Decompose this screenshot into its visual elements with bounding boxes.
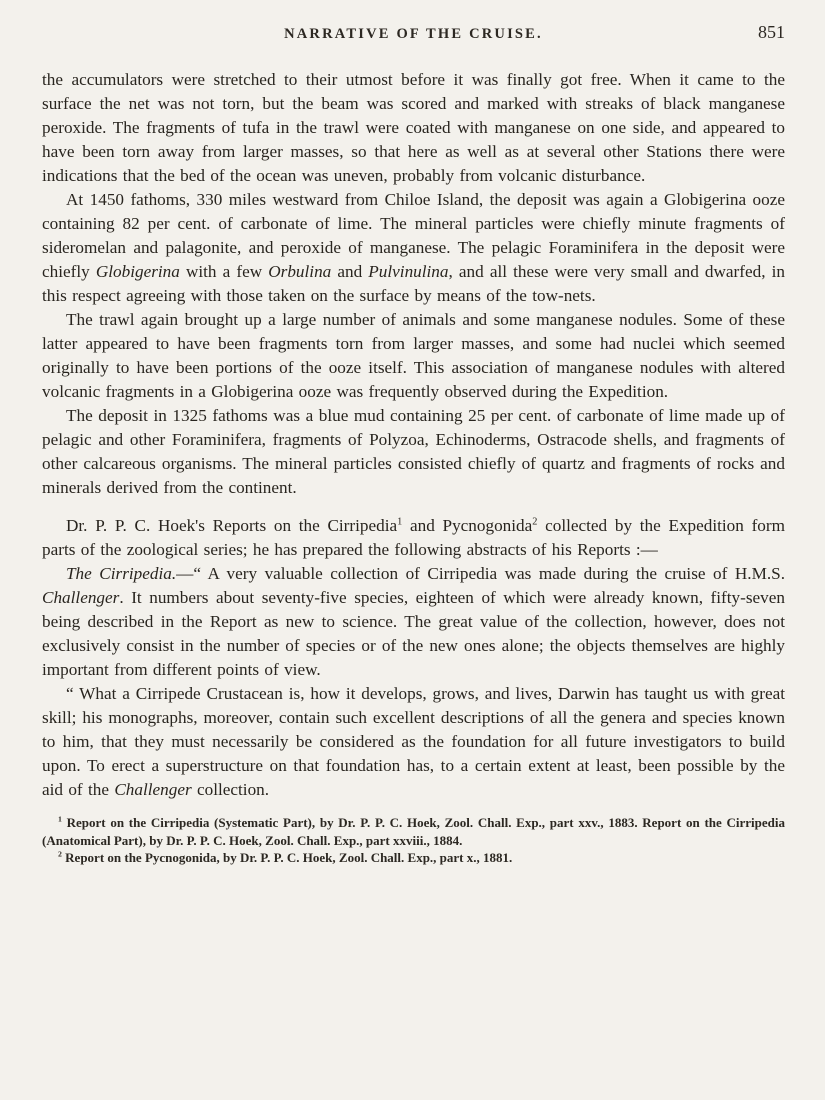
text-run: —“ A very valuable collection of Cirripedia was made during the cruise of H.M.S. [176,564,786,583]
footnote [42,814,785,849]
text-run: , and all these were very small and dwarfed, in this respect agreeing with those taken on the surface by means of the tow-nets. [42,262,785,305]
text-run: “ What a Cirripede Crustacean is, how it develops, grows, and lives, Darwin has taught us with great skill; his monographs, moreover, contain such excellent descriptions of all the genera and species known to him, that they must necessarily be considered as the foundation for all future investigators to build upon. To erect a superstructure on that foundation has, to a certain extent at least, been possible by the aid of the [42,684,785,799]
footnote [42,849,785,867]
italic-text: Globigerina [95,262,180,281]
footnote-reference: 2 [532,516,538,528]
text-run: Dr. P. P. C. Hoek's Reports on the Cirripedia [66,516,398,535]
running-head [42,20,785,54]
paragraph [42,514,785,562]
body-text [42,68,785,802]
italic-text: The Cirripedia. [66,564,177,583]
text-run: . It numbers about seventy-five species, eighteen of which were already known, fifty-seven being described in the Report as new to science. The great value of the collection, however, does not exclusively consist in the number of species or of the new ones alone; the objects themselves are highly important from different points of view. [42,588,785,679]
paragraph [42,404,785,500]
footnote-reference: 1 [397,516,403,528]
paragraph [42,308,785,404]
text-run: collection. [191,780,270,799]
text-run: and Pycnogonida [402,516,533,535]
text-run: The deposit in 1325 fathoms was a blue mud containing 25 per cent. of carbonate of lime made up of pelagic and other Foraminifera, fragments of Polyzoa, Echinoderms, Ostracode shells, and fragments of other calcareous organisms. The mineral particles consisted chiefly of quartz and fragments of rocks and minerals derived from the continent. [42,406,785,497]
paragraph [42,188,785,308]
text-run: with a few [179,262,269,281]
running-title: NARRATIVE OF THE CRUISE. [284,26,543,42]
footnote-marker: 1 [58,814,62,824]
footnotes [42,814,785,867]
text-run: Report on the Pycnogonida, by Dr. P. P. C. Hoek, Zool. Chall. Exp., part x., 1881. [61,850,513,865]
text-run: collected by the Expedition form parts of the zoological series; he has prepared the following abstracts of his Reports :— [42,516,785,559]
text-run: and [331,262,369,281]
text-run: Report on the Cirripedia (Systematic Part), by Dr. P. P. C. Hoek, Zool. Chall. Exp., part xxv., 1883. Report on the Cirripedia (Anatomical Part), by Dr. P. P. C. Hoek, Zool. Chall. Exp., part xxviii., 1884. [42,815,785,848]
page-number: 851 [758,22,785,42]
italic-text: Pulvinulina [368,262,449,281]
paragraph [42,562,785,682]
text-run: The trawl again brought up a large number of animals and some manganese nodules. Some of these latter appeared to have been fragments torn from larger masses, and some had nuclei which seemed originally to have been portions of the ooze itself. This association of manganese nodules with altered volcanic fragments in a Globigerina ooze was frequently observed during the Expedition. [42,310,785,401]
text-run: At 1450 fathoms, 330 miles westward from Chiloe Island, the deposit was again a Globigerina ooze containing 82 per cent. of carbonate of lime. The mineral particles were chiefly minute fragments of sideromelan and palagonite, and peroxide of manganese. The pelagic Foraminifera in the deposit were chiefly [42,190,785,281]
italic-text: Orbulina [268,262,332,281]
paragraph [42,68,785,188]
italic-text: Challenger [42,588,120,607]
text-run: the accumulators were stretched to their utmost before it was finally got free. When it came to the surface the net was not torn, but the beam was scored and marked with streaks of black manganese peroxide. The fragments of tufa in the trawl were coated with manganese on one side, and appeared to have been torn away from larger masses, so that here as well as at several other Stations there were indications that the bed of the ocean was uneven, probably from volcanic disturbance. [42,70,785,185]
footnote-marker: 2 [58,849,62,859]
italic-text: Challenger [114,780,192,799]
paragraph [42,682,785,802]
